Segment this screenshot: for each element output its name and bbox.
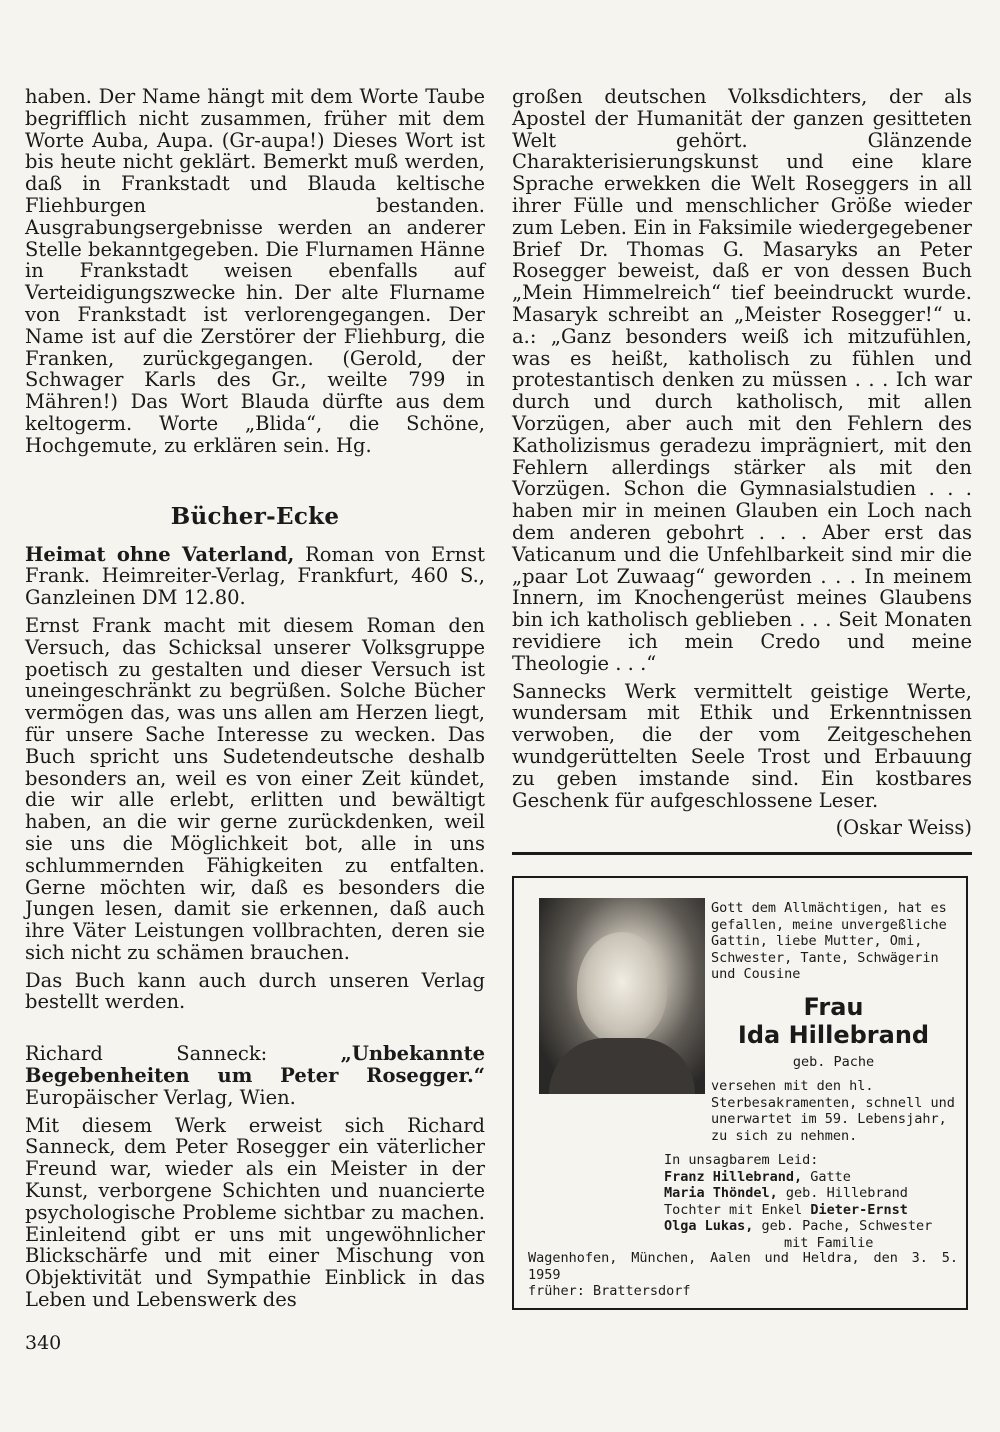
mourner-relation: mit Familie [784,1234,874,1251]
right-column [512,86,972,845]
review2-conclusion: Sannecks Werk vermittelt geistige Werte, wundersam mit Ethik und Erkenntnissen verwoben, die der vom Zeitgeschehen wundgerüttelten Seele Trost und Erbauung zu geben imstande sind. Ein kostbares Geschenk für aufgeschlossene Leser. [512,679,972,812]
obituary-places-date: Wagenhofen, München, Aalen und Heldra, den 3. 5. 1959 [528,1250,958,1283]
review1-heading [25,544,485,609]
review1-publication-info: Roman von Ernst Frank. Heimreiter-Verlag, Frankfurt, 460 S., Ganzleinen DM 12.80. [25,542,485,610]
obituary-notice [512,876,968,1310]
mourner-name: Maria Thöndel, [664,1185,778,1201]
obituary-intro: Gott dem Allmächtigen, hat es gefallen, meine unvergeßliche Gattin, liebe Mutter, Omi, Schwester, Tante, Schwägerin und Cousine [711,900,947,982]
review2-heading [25,1043,485,1108]
portrait-shoulders [549,1038,695,1094]
obituary-former-residence: früher: Brattersdorf [528,1283,691,1299]
mourner-name: Olga Lukas, [664,1218,754,1234]
mourner-name: Franz Hillebrand, [664,1168,803,1185]
review2-title: „Unbekannte Begebenheiten um Peter Rosegger.“ [25,1042,485,1088]
portrait-photo [539,898,705,1094]
mourner-line [664,1235,959,1252]
mourner-name: Dieter-Ernst [810,1201,908,1218]
section-title: Bücher-Ecke [170,502,340,530]
review2-publisher: Europäischer Verlag, Wien. [25,1085,296,1109]
mourner-relation: Tochter mit Enkel [664,1201,811,1218]
review1-paragraph: Ernst Frank macht mit diesem Roman den Versuch, das Schicksal unserer Volksgruppe poetisch zu gestalten und dieser Versuch ist uneingeschränkt zu begrüßen. Solche Bücher vermögen das, was uns allen am Herzen liegt, für unsere Sache Interesse zu wecken. Das Buch spricht uns Sudetendeutsche deshalb besonders an, weil es von einer Zeit kündet, die wir alle erlebt, erlitten und bewältigt haben, an die wir gerne zurückdenken, weil sie uns die Möglichkeit bot, alle in uns schlummernden Fähigkeiten zu entfalten. Gerne möchten wir, daß es besonders die Jungen lesen, damit sie erkennen, daß auch ihre Väter Leistungen vollbrachten, deren sie sich nicht zu schämen brauchen. [25,613,485,964]
left-column [25,86,485,1317]
obituary-name-title: Frau [803,993,864,1021]
obituary-maiden-name: geb. Pache [792,1054,875,1070]
mourner-relation: geb. Pache, Schwester [753,1218,933,1234]
review2-author: Richard Sanneck: [25,1042,341,1066]
review1-title: Heimat ohne Vaterland, [25,542,295,566]
divider-rule [512,852,972,855]
spacer [25,1019,485,1043]
page-number: 340 [25,1332,62,1354]
obituary-name: Ida Hillebrand [737,1021,930,1049]
mourner-relation: Gatte [802,1168,851,1185]
mourner-line [664,1169,959,1186]
obituary-body: versehen mit den hl. Sterbesakramenten, schnell und unerwartet im 59. Lebensjahr, zu sich zu nehmen. [711,1078,955,1144]
mourners-heading: In unsagbarem Leid: [664,1152,819,1168]
obituary-footer [528,1250,958,1300]
portrait-face [577,932,667,1044]
intro-paragraph: haben. Der Name hängt mit dem Worte Taube begrifflich nicht zusammen, früher mit dem Worte Auba, Aupa. (Gr-aupa!) Dieses Wort ist bis heute nicht geklärt. Bemerkt muß werden, daß in Frankstadt und Blauda keltische Fliehburgen bestanden. Ausgrabungsergebnisse werden an anderer Stelle bekanntgegeben. Die Flurnamen Hänne in Frankstadt weisen ebenfalls auf Verteidigungszwecke hin. Der alte Flurname von Frankstadt ist verlorengegangen. Der Name ist auf die Zerstörer der Fliehburg, die Franken, zurückgegangen. (Gerold, der Schwager Karls des Gr., weilte 799 in Mähren!) Das Wort Blauda dürfte aus dem keltogerm. Worte „Blida“, die Schöne, Hochgemute, zu erklären sein. Hg. [25,85,485,457]
review2-continuation: großen deutschen Volksdichters, der als Apostel der Humanität der ganzen gesitteten Welt gehört. Glänzende Charakterisierungskunst und eine klare Sprache erwekken die Welt Roseggers in all ihrer Fülle und menschlicher Größe wieder zum Leben. Ein in Faksimile wiedergegebener Brief Dr. Thomas G. Masaryks an Peter Rosegger beweist, daß er von dessen Buch „Mein Himmelreich“ tief beeindruckt wurde. Masaryk schreibt an „Meister Rosegger!“ u. a.: „Ganz besonders weiß ich mitzufühlen, was es heißt, katholisch zu fühlen und protestantisch denken zu müssen . . . Ich war durch und durch katholisch, mit allen Vorzügen, aber auch mit den Fehlern des Katholizismus geradezu imprägniert, mit den Fehlern allerdings stärker als mit den Vorzügen. Schon die Gymnasialstudien . . . haben mir in meinen Glauben ein Loch nach dem anderen gebohrt . . . Aber erst das Vaticanum und die Unfehlbarkeit sind mir die „paar Lot Zuwaag“ geworden . . . In meinem Innern, im Knochengerüst meines Glaubens bin ich katholisch geblieben . . . Seit Monaten revidiere ich mein Credo und meine Theologie . . .“ [512,85,972,675]
mourner-line [664,1202,959,1219]
review2-paragraph: Mit diesem Werk erweist sich Richard Sanneck, dem Peter Rosegger ein väterlicher Freund war, wieder als ein Meister in der Kunst, verborgene Schichten und nuancierte psychologische Probleme sichtbar zu machen. Einleitend gibt er uns mit ungewöhnlicher Blickschärfe und mit einer Mischung von Objektivität und Sympathie Einblick in das Leben und Lebenswerk des [25,1113,485,1312]
review1-order-note: Das Buch kann auch durch unseren Verlag bestellt werden. [25,968,485,1014]
obituary-mourners [664,1152,959,1251]
review-signature: (Oskar Weiss) [835,816,972,840]
mourner-line [664,1218,959,1235]
mourner-line [664,1185,959,1202]
mourner-relation: geb. Hillebrand [777,1185,908,1201]
